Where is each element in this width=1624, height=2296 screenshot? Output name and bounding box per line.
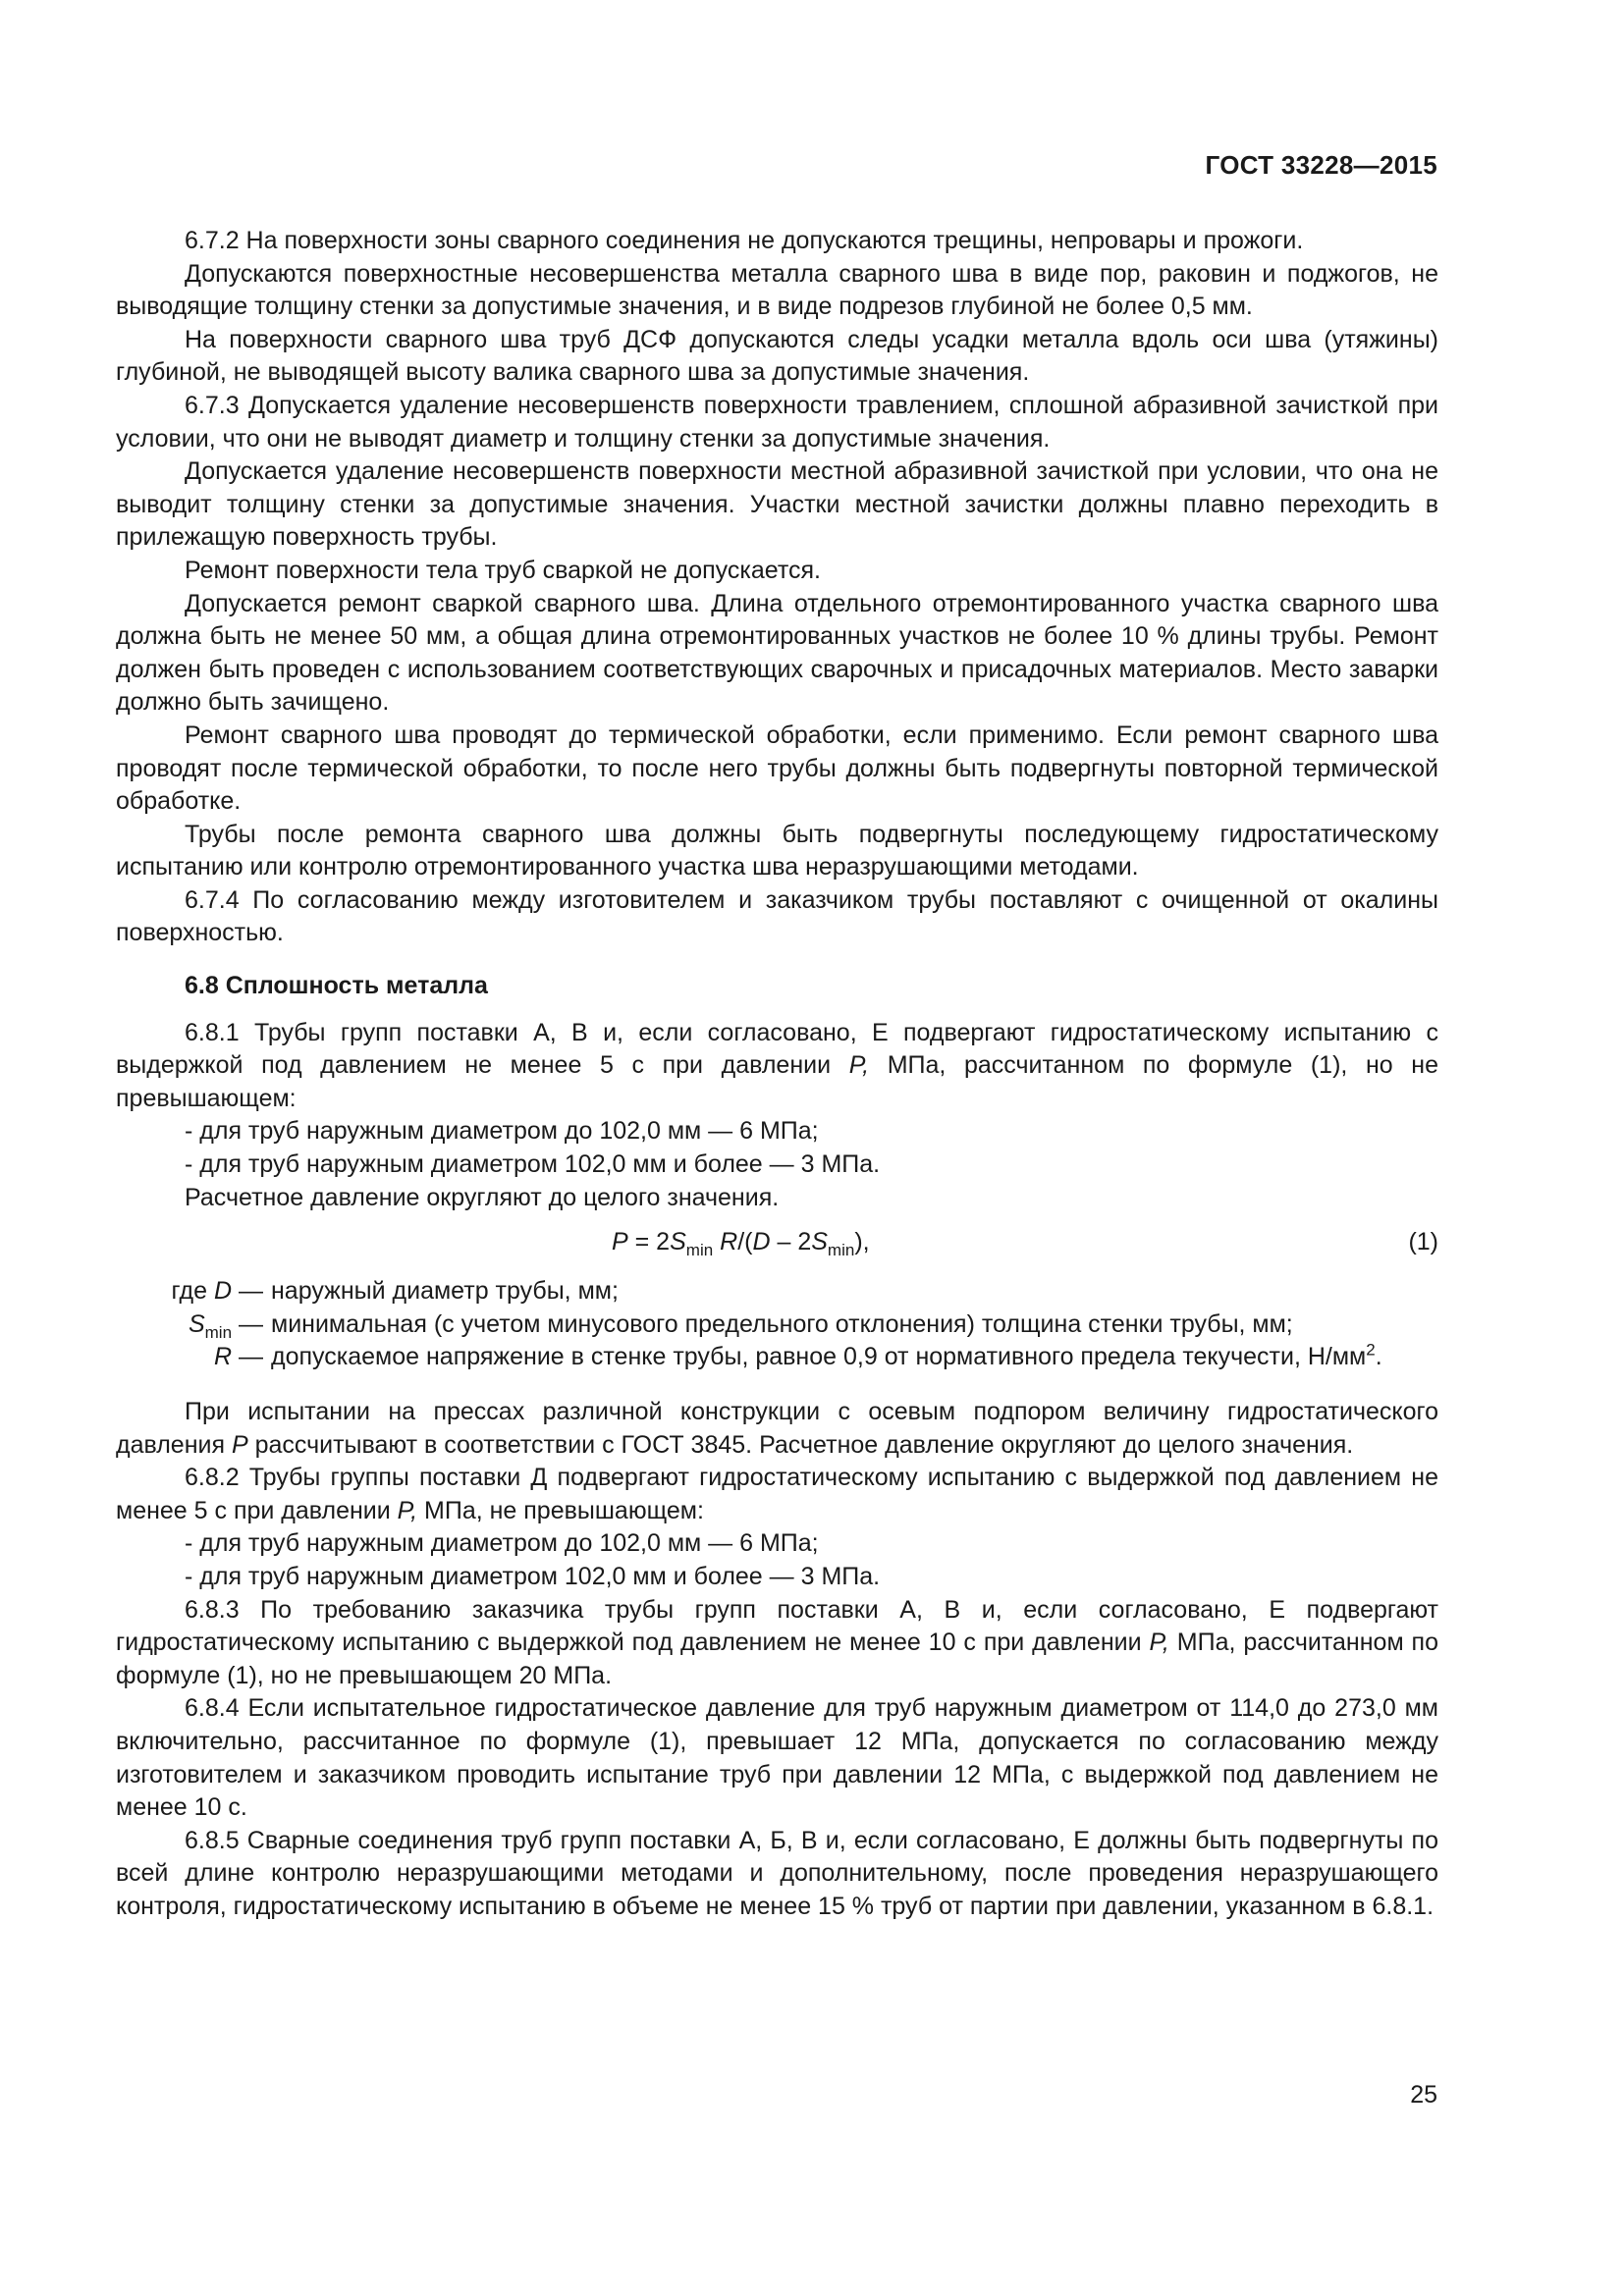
section-title-6-8: 6.8 Сплошность металла xyxy=(185,972,488,1000)
body-text xyxy=(116,225,1438,1924)
standard-header: ГОСТ 33228—2015 xyxy=(1205,150,1437,180)
list-item: - для труб наружным диаметром 102,0 мм и более — 3 МПа. xyxy=(185,1562,881,1590)
list-item: - для труб наружным диаметром 102,0 мм и более — 3 МПа. xyxy=(185,1150,881,1179)
paragraph: Трубы после ремонта сварного шва должны быть подвергнуты последующему гидростатическому испытанию или контролю отремонтированного участка шва неразрушающими методами. xyxy=(116,820,1438,881)
paragraph-6-8-5: 6.8.5 Сварные соединения труб групп поставки А, Б, В и, если согласовано, Е должны быть подвергнуты по всей длине контролю неразрушающими методами и дополнительному, после проведения неразрушающего контроля, гидростатическому испытанию в объеме не менее 15 % труб от партии при давлении, указанном в 6.8.1. xyxy=(116,1826,1438,1920)
definition-smin: $S_{min}$ — минимальная (с учетом минусового предельного отклонения) толщина стенки трубы, мм; xyxy=(188,1309,1293,1342)
list-item: - для труб наружным диаметром до 102,0 мм — 6 МПа; xyxy=(185,1529,819,1558)
paragraph-6-8-3: 6.8.3 По требованию заказчика трубы групп поставки А, В и, если согласовано, Е подвергают гидростатическому испытанию с выдержкой под давлением не менее 10 с при давлении P, МПа, рассчитанном по формуле (1), но не превышающем 20 МПа. xyxy=(116,1595,1438,1689)
paragraph-press: При испытании на прессах различной конструкции с осевым подпором величину гидростатического давления P рассчитывают в соответствии с ГОСТ 3845. Расчетное давление округляют до целого значения. xyxy=(116,1398,1438,1459)
list-item: - для труб наружным диаметром до 102,0 мм — 6 МПа; xyxy=(185,1117,819,1146)
paragraph-6-8-2: 6.8.2 Трубы группы поставки Д подвергают гидростатическому испытанию с выдержкой под давлением не менее 5 с при давлении P, МПа, не превышающем: xyxy=(116,1464,1438,1524)
page-number: 25 xyxy=(1410,2081,1437,2109)
paragraph: Допускаются поверхностные несовершенства металла сварного шва в виде пор, раковин и поджогов, не выводящие толщину стенки за допустимые значения, и в виде подрезов глубиной не более 0,5 мм. xyxy=(116,259,1438,321)
formula: $P = 2S_{min}$ $R/(D - 2S_{min})$, xyxy=(612,1228,870,1260)
paragraph: Допускается ремонт сваркой сварного шва. Длина отдельного отремонтированного участка сварного шва должна быть не менее 50 мм, а общая длина отремонтированных участков не более 10 % длины трубы. Ремонт должен быть проведен с использованием соответствующих сварочных и присадочных материалов. Место заварки должно быть зачищено. xyxy=(116,589,1438,717)
paragraph: Ремонт сварного шва проводят до термической обработки, если применимо. Если ремонт сварного шва проводят после термической обработки, то после него трубы должны быть подвергнуты повторной термической обработке. xyxy=(116,721,1438,816)
formula-row xyxy=(116,1220,1438,1265)
paragraph: Ремонт поверхности тела труб сваркой не допускается. xyxy=(185,556,821,584)
definition-r: R — допускаемое напряжение в стенке трубы, равное 0,9 от нормативного предела текучести, $Н/мм^2$. xyxy=(213,1341,1382,1371)
formula-number: (1) xyxy=(1408,1228,1438,1256)
paragraph: Допускается удаление несовершенств поверхности местной абразивной зачисткой при условии, что она не выводит толщину стенки за допустимые значения. Участки местной зачистки должны плавно переходить в прилежащую поверхность трубы. xyxy=(116,457,1438,552)
paragraph-6-8-1: 6.8.1 Трубы групп поставки А, В и, если согласовано, Е подвергают гидростатическому испытанию с выдержкой под давлением не менее 5 с при давлении P, МПа, рассчитанном по формуле (1), но не превышающем: xyxy=(116,1018,1438,1112)
paragraph-6-7-2: 6.7.2 На поверхности зоны сварного соединения не допускаются трещины, непровары и прожоги. xyxy=(185,227,1304,254)
paragraph: На поверхности сварного шва труб ДСФ допускаются следы усадки металла вдоль оси шва (утяжины) глубиной, не выводящей высоту валика сварного шва за допустимые значения. xyxy=(116,325,1438,387)
paragraph-6-7-3: 6.7.3 Допускается удаление несовершенств поверхности травлением, сплошной абразивной зачисткой при условии, что они не выводят диаметр и толщину стенки за допустимые значения. xyxy=(116,391,1438,453)
paragraph-6-7-4: 6.7.4 По согласованию между изготовителем и заказчиком трубы поставляют с очищенной от окалины поверхностью. xyxy=(116,885,1438,947)
paragraph-6-8-4: 6.8.4 Если испытательное гидростатическое давление для труб наружным диаметром от 114,0 до 273,0 мм включительно, рассчитанное по формуле (1), превышает 12 МПа, допускается по согласованию между изготовителем и заказчиком проводить испытание труб при давлении 12 МПа, с выдержкой под давлением не менее 10 с. xyxy=(116,1694,1438,1822)
rounding-note: Расчетное давление округляют до целого значения. xyxy=(185,1183,780,1211)
definition-d: где D — наружный диаметр трубы, мм; xyxy=(171,1277,619,1306)
